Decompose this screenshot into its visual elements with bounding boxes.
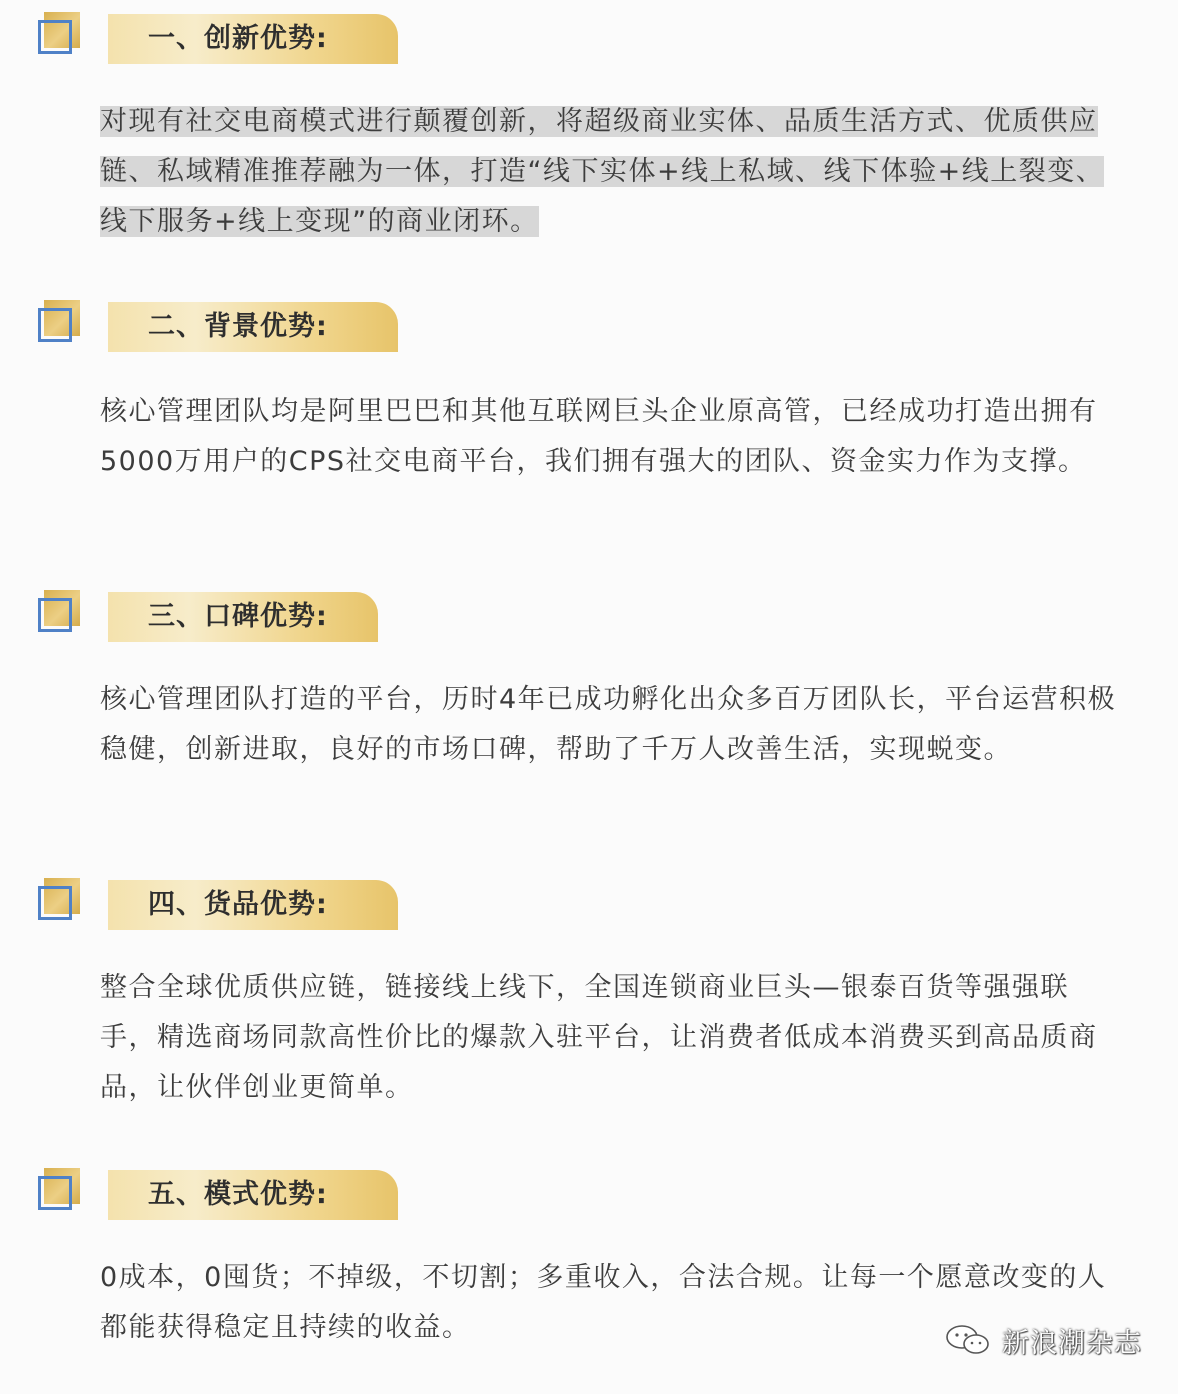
- square-bullet-icon: [38, 878, 82, 922]
- wechat-icon: [944, 1323, 994, 1357]
- section-header: [0, 578, 1178, 648]
- section-body: 整合全球优质供应链，链接线上线下，全国连锁商业巨头—银泰百货等强强联手，精选商场同款高性价比的爆款入驻平台，让消费者低成本消费买到高品质商品，让伙伴创业更简单。: [100, 972, 1098, 1103]
- highlighted-text: 对现有社交电商模式进行颠覆创新，将超级商业实体、品质生活方式、优质供应链、私域精准推荐融为一体，打造“线下实体+线上私域、线下体验+线上裂变、线下服务+线上变现”的商业闭环。: [100, 106, 1105, 237]
- section-body: 0成本，0囤货；不掉级，不切割；多重收入，合法合规。让每一个愿意改变的人都能获得稳定且持续的收益。: [100, 1262, 1107, 1343]
- section-title: 三、口碑优势:: [148, 601, 328, 632]
- watermark-text: 新浪潮杂志: [1002, 1327, 1142, 1359]
- section-title: 二、背景优势:: [148, 311, 328, 342]
- section-header: [0, 288, 1178, 358]
- section-body-highlighted: [100, 97, 1120, 247]
- section-title: 四、货品优势:: [148, 889, 328, 920]
- square-bullet-icon: [38, 12, 82, 56]
- section-title-banner: [108, 592, 378, 642]
- section-title-banner: [108, 302, 398, 352]
- section-title: 一、创新优势:: [148, 23, 328, 54]
- section-title-banner: [108, 14, 398, 64]
- section-header: [0, 0, 1178, 70]
- section-body: 核心管理团队均是阿里巴巴和其他互联网巨头企业原高管，已经成功打造出拥有5000万用户的CPS社交电商平台，我们拥有强大的团队、资金实力作为支撑。: [100, 396, 1098, 477]
- square-bullet-icon: [38, 590, 82, 634]
- section-title-banner: [108, 880, 398, 930]
- section-header: [0, 1156, 1178, 1226]
- watermark: [944, 1320, 1142, 1360]
- section-title: 五、模式优势:: [148, 1179, 328, 1210]
- square-bullet-icon: [38, 1168, 82, 1212]
- section-body: 核心管理团队打造的平台，历时4年已成功孵化出众多百万团队长，平台运营积极稳健，创新进取，良好的市场口碑，帮助了千万人改善生活，实现蜕变。: [100, 684, 1117, 765]
- square-bullet-icon: [38, 300, 82, 344]
- section-title-banner: [108, 1170, 398, 1220]
- section-header: [0, 866, 1178, 936]
